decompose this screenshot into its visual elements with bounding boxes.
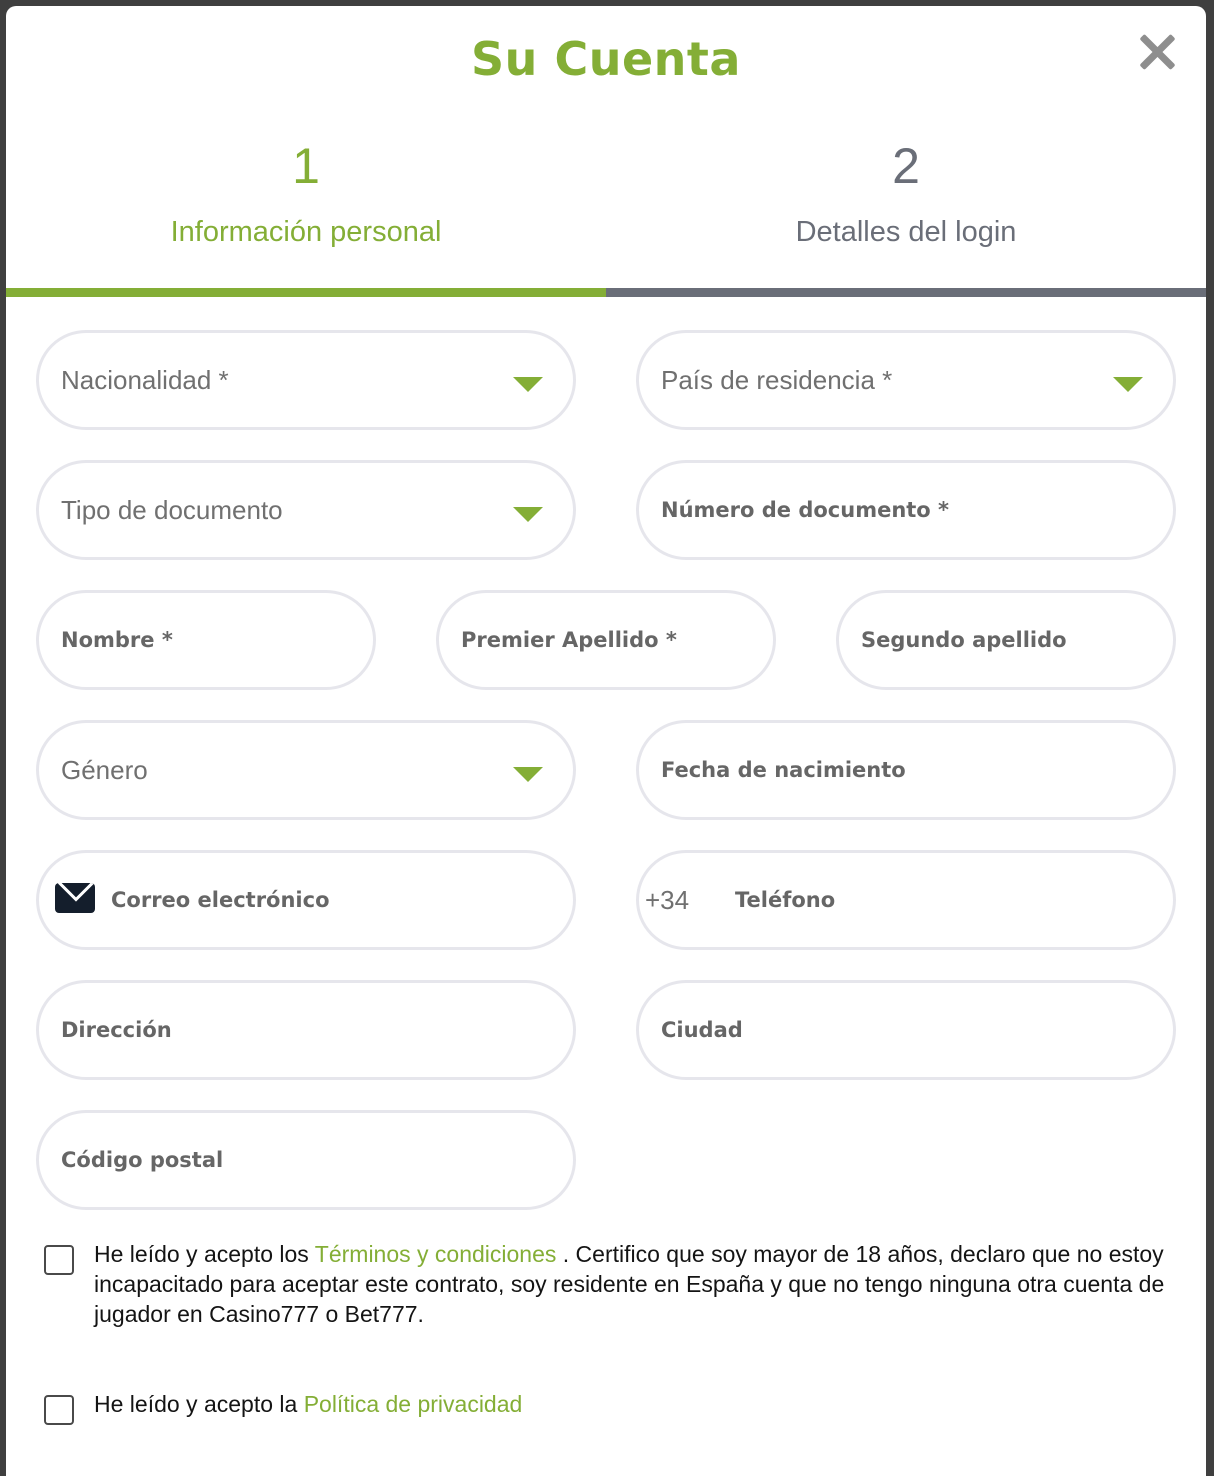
privacy-text: [94, 1389, 1184, 1419]
phone-placeholder: Teléfono: [735, 888, 836, 912]
city-input[interactable]: [636, 980, 1176, 1080]
modal-title: Su Cuenta: [471, 32, 741, 86]
first-name-input[interactable]: [36, 590, 376, 690]
close-icon[interactable]: [1136, 32, 1176, 72]
privacy-checkbox[interactable]: [44, 1395, 74, 1425]
email-input[interactable]: [36, 850, 576, 950]
nationality-select[interactable]: [36, 330, 576, 430]
phone-input[interactable]: [636, 850, 1176, 950]
privacy-link[interactable]: Política de privacidad: [303, 1391, 523, 1417]
terms-text-after: . Certifico que soy mayor de 18 años, declaro que no estoy incapacitado para aceptar este contrato, soy residente en España y que no tengo ninguna otra cuenta de jugador en Casino777 o Bet777.: [94, 1241, 1165, 1327]
terms-checkbox[interactable]: [44, 1245, 74, 1275]
terms-link[interactable]: Términos y condiciones: [314, 1241, 557, 1267]
birthdate-input[interactable]: [636, 720, 1176, 820]
document-number-input[interactable]: [636, 460, 1176, 560]
phone-prefix: +34: [645, 885, 690, 915]
email-placeholder: Correo electrónico: [111, 888, 330, 912]
chevron-down-icon: [513, 377, 543, 392]
first-surname-placeholder: Premier Apellido *: [461, 628, 677, 652]
city-placeholder: Ciudad: [661, 1018, 743, 1042]
birthdate-placeholder: Fecha de nacimiento: [661, 758, 906, 782]
address-placeholder: Dirección: [61, 1018, 172, 1042]
document-number-placeholder: Número de documento *: [661, 498, 950, 522]
gender-select[interactable]: [36, 720, 576, 820]
postal-code-input[interactable]: [36, 1110, 576, 1210]
chevron-down-icon: [513, 767, 543, 782]
address-input[interactable]: [36, 980, 576, 1080]
progress-bar-active: [6, 288, 606, 297]
chevron-down-icon: [513, 507, 543, 522]
document-type-select[interactable]: [36, 460, 576, 560]
gender-label: Género: [61, 755, 148, 785]
second-surname-placeholder: Segundo apellido: [861, 628, 1067, 652]
first-name-placeholder: Nombre *: [61, 628, 173, 652]
privacy-text-before: He leído y acepto la: [94, 1391, 304, 1417]
first-surname-input[interactable]: [436, 590, 776, 690]
postal-code-placeholder: Código postal: [61, 1148, 224, 1172]
privacy-consent: [44, 1389, 1184, 1419]
terms-consent: [44, 1239, 1184, 1329]
terms-text: [94, 1239, 1184, 1329]
registration-modal: [6, 6, 1206, 1476]
country-label: País de residencia *: [661, 365, 893, 395]
nationality-label: Nacionalidad *: [61, 365, 229, 395]
second-surname-input[interactable]: [836, 590, 1176, 690]
step-number: 2: [892, 138, 920, 194]
envelope-icon: [55, 883, 95, 913]
step-label: Información personal: [170, 216, 442, 248]
chevron-down-icon: [1113, 377, 1143, 392]
progress-bar-inactive: [606, 288, 1206, 297]
document-type-label: Tipo de documento: [61, 495, 283, 525]
step-label: Detalles del login: [795, 216, 1017, 248]
step-number: 1: [292, 138, 320, 194]
terms-text-before: He leído y acepto los: [94, 1241, 315, 1267]
step-personal-info[interactable]: [6, 136, 606, 249]
country-select[interactable]: [636, 330, 1176, 430]
step-login-details[interactable]: [606, 136, 1206, 249]
